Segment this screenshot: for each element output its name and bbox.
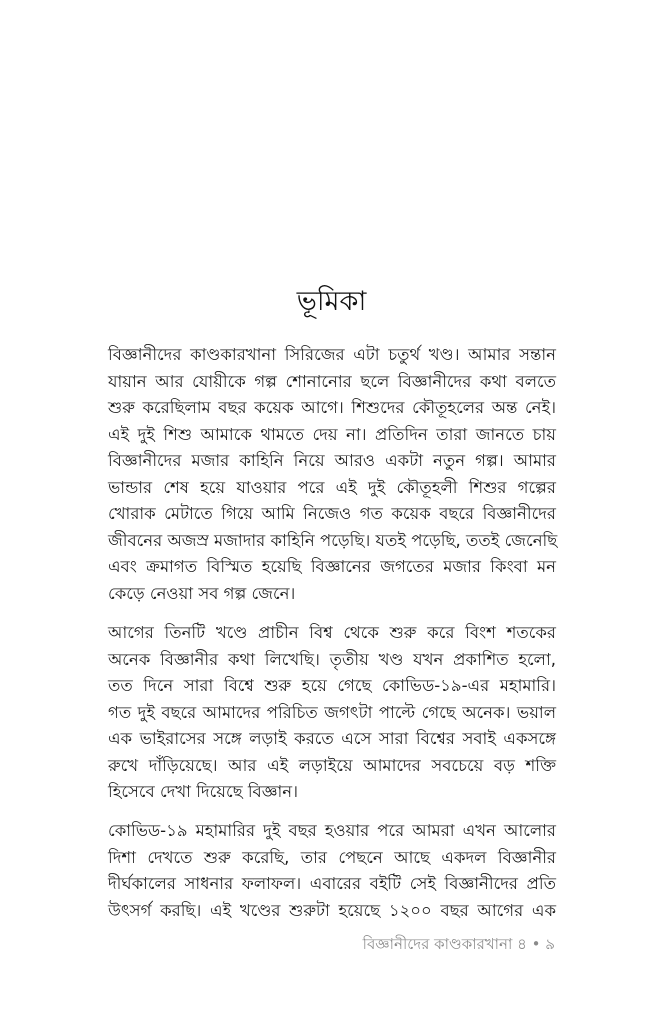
page-number: ৯	[545, 935, 555, 953]
text-line: শুরু করেছিলাম বছর কয়েক আগে। শিশুদের কৌতূহলের অন্ত নেই।	[108, 398, 556, 417]
paragraph-1	[108, 342, 556, 607]
separator-dot: •	[531, 935, 541, 953]
text-line: রুখে দাঁড়িয়েছে। আর এই লড়াইয়ে আমাদের সবচেয়ে বড় শক্তি	[108, 755, 556, 775]
text-line: এক ভাইরাসের সঙ্গে লড়াই করতে এসে সারা বিশ্বের সবাই একসঙ্গে	[108, 729, 556, 748]
text-line: যায়ান আর যোয়ীকে গল্প শোনানোর ছলে বিজ্ঞানীদের কথা বলতে	[108, 371, 556, 391]
text-line: দীর্ঘকালের সাধনার ফলাফল। এবারের বইটি সেই বিজ্ঞানীদের প্রতি	[108, 874, 556, 893]
text-line: তত দিনে সারা বিশ্বে শুরু হয়ে গেছে কোভিড-১৯-এর মহামারি।	[108, 676, 556, 695]
running-title: বিজ্ঞানীদের কাণ্ডকারখানা ৪	[362, 935, 527, 953]
text-line: হিসেবে দেখা দিয়েছে বিজ্ঞান।	[108, 782, 299, 801]
page-title: ভূমিকা	[296, 286, 367, 317]
text-line: বিজ্ঞানীদের কাণ্ডকারখানা সিরিজের এটা চতুর্থ খণ্ড। আমার সন্তান	[108, 345, 556, 364]
text-line: কেড়ে নেওয়া সব গল্প জেনে।	[108, 583, 296, 603]
text-line: জীবনের অজস্র মজাদার কাহিনি পড়েছি। যতই পড়েছি, ততই জেনেছি	[108, 530, 558, 550]
text-line: কোভিড-১৯ মহামারির দুই বছর হওয়ার পরে আমরা এখন আলোর	[108, 821, 556, 840]
text-line: এবং ক্রমাগত বিস্মিত হয়েছি বিজ্ঞানের জগতের মজার কিংবা মন	[108, 557, 556, 576]
text-line: ভান্ডার শেষ হয়ে যাওয়ার পরে এই দুই কৌতূহলী শিশুর গল্পের	[108, 477, 556, 497]
text-line: দিশা দেখতে শুরু করেছি, তার পেছনে আছে একদল বিজ্ঞানীর	[108, 847, 556, 867]
page-footer	[363, 932, 555, 956]
text-line: এই দুই শিশু আমাকে থামতে দেয় না। প্রতিদিন তারা জানতে চায়	[108, 424, 556, 444]
paragraph-2	[108, 620, 556, 806]
text-line: বিজ্ঞানীদের মজার কাহিনি নিয়ে আরও একটা নতুন গল্প। আমার	[108, 451, 556, 470]
text-line: গত দুই বছরে আমাদের পরিচিত জগৎটা পাল্টে গেছে অনেক। ভয়াল	[108, 702, 556, 722]
text-line: অনেক বিজ্ঞানীর কথা লিখেছি। তৃতীয় খণ্ড যখন প্রকাশিত হলো,	[108, 649, 556, 669]
text-line: উৎসর্গ করছি। এই খণ্ডের শুরুটা হয়েছে ১২০০ বছর আগের এক	[108, 900, 556, 920]
paragraph-3	[108, 818, 556, 924]
text-line: আগের তিনটি খণ্ডে প্রাচীন বিশ্ব থেকে শুরু করে বিংশ শতকের	[108, 623, 556, 642]
text-line: খোরাক মেটাতে গিয়ে আমি নিজেও গত কয়েক বছরে বিজ্ঞানীদের	[108, 504, 556, 523]
